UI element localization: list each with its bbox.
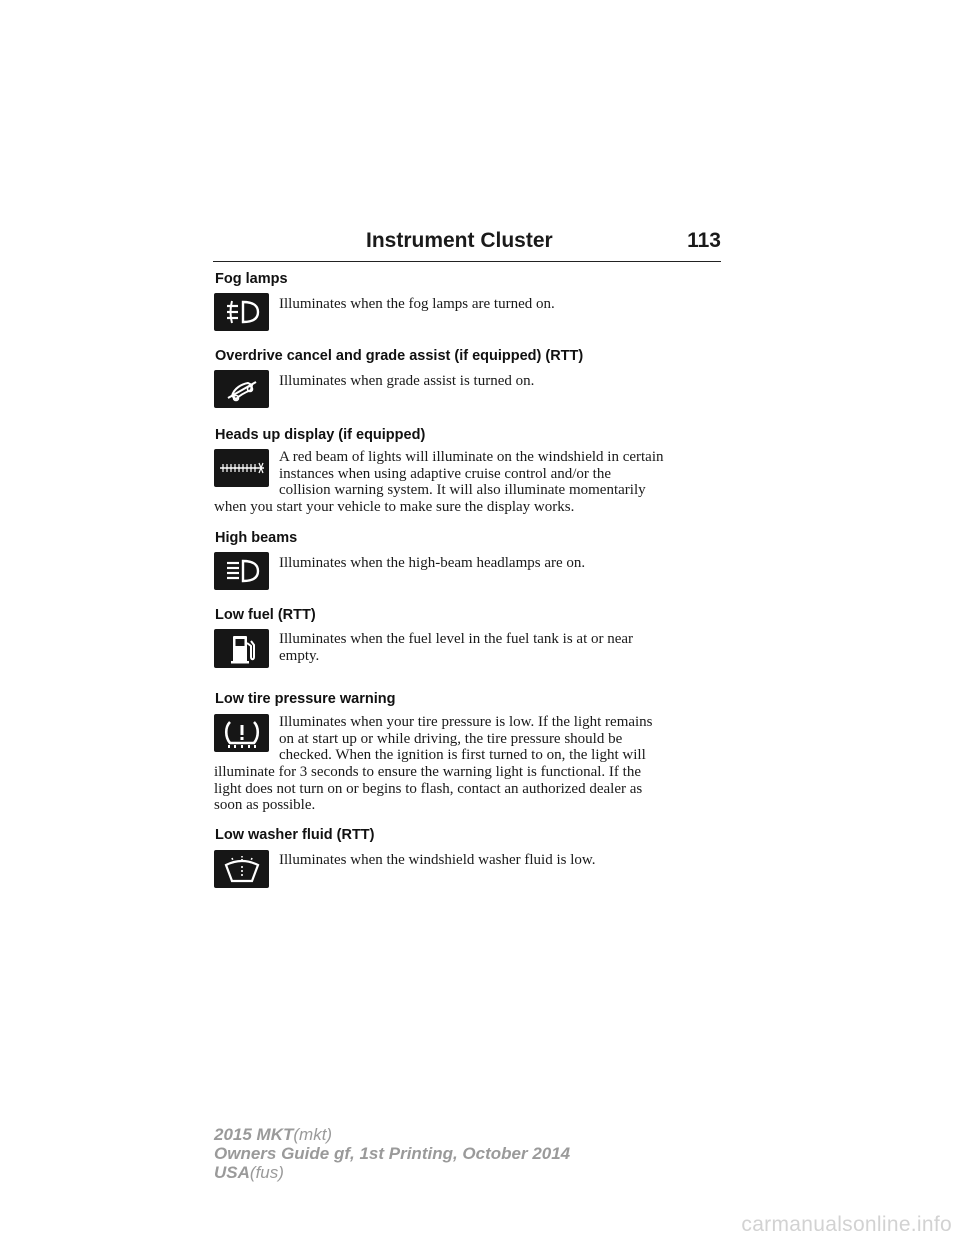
- hud-text-line-2: instances when using adaptive cruise control and/or the: [279, 465, 611, 482]
- grade-assist-icon: [214, 370, 269, 408]
- hud-text-line-1: A red beam of lights will illuminate on the windshield in certain: [279, 449, 664, 465]
- tire-pressure-icon: [214, 714, 269, 752]
- tire-line-1: Illuminates when your tire pressure is low. If the light remains: [279, 714, 653, 730]
- section-heading-low-fuel: Low fuel (RTT): [215, 607, 316, 623]
- section-heading-low-washer-fluid: Low washer fluid (RTT): [215, 827, 375, 843]
- footer-line-model: [214, 1125, 570, 1144]
- washer-fluid-description: Illuminates when the windshield washer fluid is low.: [279, 852, 596, 868]
- page-number: 113: [687, 229, 721, 252]
- grade-assist-description: Illuminates when grade assist is turned on.: [279, 373, 535, 389]
- footer-line-guide: [214, 1144, 570, 1163]
- footer-guide: Owners Guide gf, 1st Printing, October 2014: [214, 1144, 571, 1163]
- section-heading-high-beams: High beams: [215, 530, 298, 546]
- page-header: [213, 229, 721, 262]
- tire-line-2: on at start up or while driving, the tire pressure should be: [279, 730, 623, 747]
- tire-line-3: checked. When the ignition is first turned to on, the light will: [279, 747, 646, 763]
- footer-line-region: [214, 1163, 570, 1182]
- section-heading-grade-assist: Overdrive cancel and grade assist (if equipped) (RTT): [215, 348, 584, 364]
- tire-pressure-description: [279, 714, 723, 764]
- fuel-pump-icon: [214, 629, 269, 668]
- high-beam-icon: [214, 552, 269, 590]
- footer-model: 2015 MKT: [214, 1125, 294, 1144]
- footer-region-code: (fus): [249, 1163, 284, 1182]
- fog-lamps-description: Illuminates when the fog lamps are turned on.: [279, 296, 555, 312]
- watermark: carmanualsonline.info: [741, 1213, 952, 1236]
- heads-up-display-icon: [214, 449, 269, 487]
- tire-line-5: light does not turn on or begins to flash, contact an authorized dealer as: [214, 780, 643, 797]
- document-footer: [214, 1125, 570, 1182]
- footer-model-code: (mkt): [293, 1125, 333, 1144]
- footer-region: USA: [214, 1163, 250, 1182]
- low-fuel-line-2: empty.: [279, 647, 320, 664]
- washer-fluid-icon: [214, 850, 269, 888]
- section-heading-low-tire-pressure: Low tire pressure warning: [215, 691, 396, 707]
- page-title: Instrument Cluster: [366, 229, 553, 252]
- heads-up-display-description: [279, 449, 723, 499]
- low-fuel-description: [279, 631, 723, 664]
- tire-line-4: illuminate for 3 seconds to ensure the warning light is functional. If the: [214, 764, 641, 780]
- fog-lamp-icon: [214, 293, 269, 331]
- tire-pressure-continued: [214, 764, 722, 814]
- section-heading-heads-up-display: Heads up display (if equipped): [215, 427, 426, 443]
- hud-text-continued: when you start your vehicle to make sure the display works.: [214, 499, 575, 515]
- tire-line-6: soon as possible.: [214, 797, 316, 813]
- low-fuel-line-1: Illuminates when the fuel level in the fuel tank is at or near: [279, 631, 634, 647]
- section-heading-fog-lamps: Fog lamps: [215, 271, 288, 287]
- high-beams-description: Illuminates when the high-beam headlamps are on.: [279, 555, 586, 571]
- hud-text-line-3: collision warning system. It will also illuminate momentarily: [279, 482, 646, 498]
